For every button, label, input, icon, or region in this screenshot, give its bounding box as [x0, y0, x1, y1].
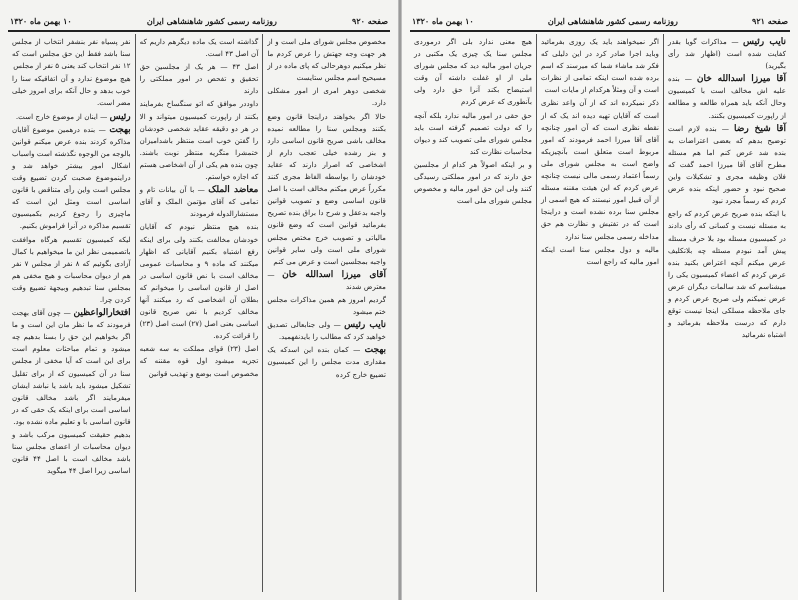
speech-text: — بنده درهمین موضوع آقایان مذاکره کردند بنده عرض میکنم قوانین بالوجه من الوجوه نگذشته است واسباب اشکال امور بیشتر خواهد شد و دراینموضوع صحبت کردن تضییع وقت مجلس است واین رأی متناقض با قانون اساسی است ومثل این است که ماچیزی را رجوع کردیم بکمیسیون تقسیم مذاکره در آنرا فراموش بکنیم.: [11, 124, 131, 231]
speech-text: — معترض شدند: [267, 269, 386, 291]
speech-text: — چون آقای بهجت فرمودند که ما نظر مان این است و ما اگر بخواهیم این حق را بسنا بدهیم چه میشود و تمام مباحثات معلوم است برای این است که آیا مخفی از مجلس سنا در آن کمیسیون که از برای تقلیل تشکیل میشود باید باشد یا نباشد ایشان میفرمایند اگر باشد مخالف قانون اساسی است برای اینکه یک حقی که در قانون اساسی با و تعلیم ماده نشده بود.: [11, 308, 131, 426]
paragraph: اصل ۴۳ — هر یک از مجلسین حق تحقیق و تفحص در امور مملکتی را دارند: [139, 62, 259, 96]
paragraph: حق حقی در امور مالیه ندارد بلکه آنچه را که دولت تصمیم گرفته است باید مجلس شورای ملی تصویب کند و دیوان محاسبات نظارت کند: [414, 110, 532, 156]
issue-date: ۱۰ بهمن ماه ۱۳۲۰: [412, 16, 474, 26]
paragraph: نفر پسیاه نفر بنشفر انتخاب از مجلس سنا باشد فقط این حق مجلس است که ۱۲ نفر انتخاب کند یعنی ۵ نفر از مجلس: [11, 37, 131, 71]
column: [410, 34, 536, 592]
speech-paragraph: [12, 124, 131, 233]
column: [8, 34, 135, 592]
paragraph: مخصوص مجلس شورای ملی است و از هر جهت وجه جهتش را عرض کردم ما نظر میکنیم دوهرحالی که پای ماده در از مسیحیح اسم مجلس ستایست: [267, 37, 386, 83]
paragraph: حالا اگر بخواهند دراینجا قانون وضع بکنند ومجلس سنا را مطالعه نمیده مخالف باشی صریح قانون اساسی دارد و بنز رشده خیلی تعجب دارم از اشخاصی که اصرار دارند که عقاید خودشان را بواسطه الفاظ مجری کنند مکرراً عرض میکنم مخالف است با اصل قانون اساسی وضع و تصویب قوانین واجبه بدعقل و شرح دا براق بنده تصریح بفرمائید قوانین است که وضع قانون مالیاتی و تصویب خرج مختص مجلس شورای ملی است ولی سایر قوانین واجبه بمجلسین است و عرض می کنم: [267, 111, 386, 266]
speaker-name: بهجت: [109, 124, 131, 135]
speaker-name: نایب رئیس: [344, 320, 386, 331]
speaker-name: آقای میرزا اسدالله خان: [282, 269, 386, 280]
speech-paragraph: [668, 36, 786, 72]
page-number: صفحه ۹۲۱: [752, 16, 788, 26]
paragraph: با اینکه بنده صریح عرض کردم که راجع به مسئله نیست و کسانی که رأی دادند در کمیسیون مسئله بود بلا حرف مسئله پیش آمد نبودم مسئله چه بلاتکلیف عرض میکنم آنچه اعتراض بکنید بنده عرض کردم که اعضاء کمیسیون یکی را میشناسم که شد سالمات دیگران عرض عرض نمیکنم ولی صریح عرض کردم و جای ملاحظه مسلکی اینجا نیست توقع دارم که درست ملاحظه بفرمائید و اشتباه نفرمائید: [668, 209, 786, 340]
issue-date: ۱۰ بهمن ماه ۱۳۲۰: [10, 16, 72, 26]
column: [262, 34, 390, 592]
speaker-name: بهجت: [364, 345, 386, 356]
publication-title: روزنامه رسمی کشور شاهنشاهی ایران: [146, 16, 277, 26]
paragraph: و بر اینکه اصولاً هر کدام از مجلسین حق دارند که در امور مملکتی رسیدگی کنند ولی این حق امور مالیه و مخصوص مجلس شورای ملی است: [414, 159, 532, 206]
page-number: صفحه ۹۲۰: [352, 16, 388, 26]
speech-paragraph: [267, 269, 386, 293]
speech-text: — بنده لازم است توضیح بدهم که بعضی اعتراضات به بنده شد عرض کنم اما هم مسئله مطرح آقای آقا میرزا احمد گفت که فلان وظیفه مجری و تشکیلات واین صحیح نبود و حضور اینکه بنده عرض کردم که رسماً مجرد نبود: [668, 123, 786, 206]
paragraph: گذاشته است یک ماده دیگرهم داریم که آن اصل ۴۳ است.: [139, 37, 259, 59]
speech-text: — کمان بنده این اسدکه یک مقداری مدت مجلس را این کمیسیون تضییع خارج کرده: [267, 345, 386, 379]
right-page-header: [412, 14, 788, 28]
header-rule: [8, 30, 390, 32]
speaker-name: آقا میرزا اسدالله خان: [696, 74, 786, 85]
paragraph: گردیم امروز هم همین مذاکرات مجلس ختم میشود: [267, 294, 386, 317]
paragraph: هیچ معنی ندارد بلی اگر درموردی مجلس سنا یک چیزی یک مکتبی در جریان امور مالیه دید که مجلس شورای ملی از او غفلت داشته آن وقت استیضاح بکند آنرا حق دارد ولی بآنطوری که عرض کردم: [414, 37, 532, 107]
speaker-name: معاضد الملک: [208, 185, 259, 196]
speech-paragraph: [668, 123, 786, 208]
paragraph: ذکر نمیکرده اند که از آن واعد نظری است که آقایان تهیه دیده اند یک که از نقطه نظری است که آن امور چنانچه آقای آقا میرزا احمد فرمودند که امور مربوط است متعلق است بآنچیزیکه واضح است به مجلس شورای ملی رسماً اعتماد رسمی مالی نیست چنانچه عرض کردم که این هیئت مقننه مسئله از آن قبیل امور نیستند که هیچ اسمی از مجلس سنا برده نشده است و دراینجا است که در تفتیش و نظارت هم حق مداخله رسمی مجلس سنا ندارد: [541, 98, 659, 241]
right-page-columns: [410, 34, 790, 592]
speech-text: — مذاکرات گویا بقدر کفایت شده است (اظهار شد رأی بگیرید): [668, 37, 786, 71]
speech-paragraph: [140, 184, 259, 220]
speech-text: — با آن بیانات تام و تمامی که آقای مؤتمن الملک و آقای مستشارالدوله فرمودند: [139, 185, 259, 219]
right-page: [402, 0, 798, 600]
speech-paragraph: [267, 344, 386, 380]
speech-paragraph: [267, 319, 386, 343]
paragraph: اصل (۲۳) قوای مملکت به سه شعبه تجزیه میشود اول قوه مقننه که مخصوص است بوضع و تهذیب قوانین: [139, 344, 259, 378]
speaker-name: رئیس: [109, 111, 131, 122]
paragraph: لیکه کمیسیون تقسیم هرگاه موافقت باتصمیمی نظر این ما میخواهیم با کمال آزادی بگوئیم که ۸ نفر از مجلس ۷ نفر هم از دیوان محاسبات و هیچ مخفی هم بمجلس سنا تبدهیم وبیجهة تضییع وقت کردن چرا.: [11, 234, 131, 304]
speech-text: — بنده علیه اش مخالف است با کمیسیون وحال آنکه باید همراه طالعه و مطالعه از راپورت کمیسیون بکنند.: [668, 74, 786, 120]
paragraph: بدهیم حقیقت کمیسیون مرکب باشد و دیوان محاسبات از اعضای مجلس سنا باشد مخالف است با اصل ۴۴ قانون اساسی زیرا اصل ۴۴ میگوید: [11, 430, 131, 476]
speaker-name: آقا شیخ رضا: [733, 123, 786, 134]
publication-title: روزنامه رسمی کشور شاهنشاهی ایران: [547, 16, 678, 26]
column: [135, 34, 263, 592]
left-page-header: [10, 14, 388, 28]
column: [663, 34, 790, 592]
paragraph: مالیه و دول مجلس سنا است اینکه امور مالیه که راجع است: [541, 244, 659, 266]
left-page: [0, 0, 398, 600]
speech-text: — ولی جنابعالی تصدیق خواهید کرد که مطالب را بایدنفهمید.: [267, 320, 386, 342]
left-page-columns: [8, 34, 390, 592]
speech-paragraph: [668, 73, 786, 121]
column: [536, 34, 663, 592]
paragraph: بنده هیچ منتظر نبودم که آقایان خودشان مخالفت بکنند ولی برای اینکه رفع اشتباه بکنیم آقایانی که اظهار میکنند که ماده ۹ و محاسبات عمومی مخالف است با نص قانون اساسی در اصل از قانون اساسی را میخوانم که بطلان آن اشخاصی که رد میکنند آنها مخالف کردیم با نص صریح قانون اساسی بعنی اصل (۲۷) است اصل (۲۳) را قرائت کرده.: [139, 222, 259, 341]
speech-paragraph: [12, 111, 131, 123]
speech-text: — اینان از موضوع خارج است.: [15, 111, 108, 121]
speaker-name: نایب رئیس: [743, 37, 786, 47]
speech-paragraph: [12, 307, 131, 428]
paragraph: اگر نمیخواهند باید یک روزی بفرمائید وباید اجرا صادر کرد در این دلیلی که فکر شد ماشاء شما که میرسند که اسم برده شده است اینکه تمامی از نظرات است و آن ومثلاً هرکدام از مایات است: [541, 37, 659, 95]
paragraph: داوددر موافق که اتو سنگساخ بفرمایند بکنند از راپورت کمیسیون میتواند و الا در هر دو دقیقه عقاید شخصی خودشان را گفتن خوب است منتظر باشدامیزان ختمشرا متگریه منتظر نوبت باشند. چون بنده هم یکی از آن اشخاصی هستم که اجازه خواستم.: [139, 99, 259, 182]
paragraph: هیچ موضوع ندارد و آن اتفاقیکه سنا را خوب بدهد و حال آنکه برای امروز خیلی مضر است.: [11, 74, 131, 108]
header-rule: [410, 30, 790, 32]
speaker-name: افتخارالواعظین: [73, 308, 131, 319]
paragraph: شخصی دوهر امری از امور مشکلی دارد.: [267, 86, 386, 108]
